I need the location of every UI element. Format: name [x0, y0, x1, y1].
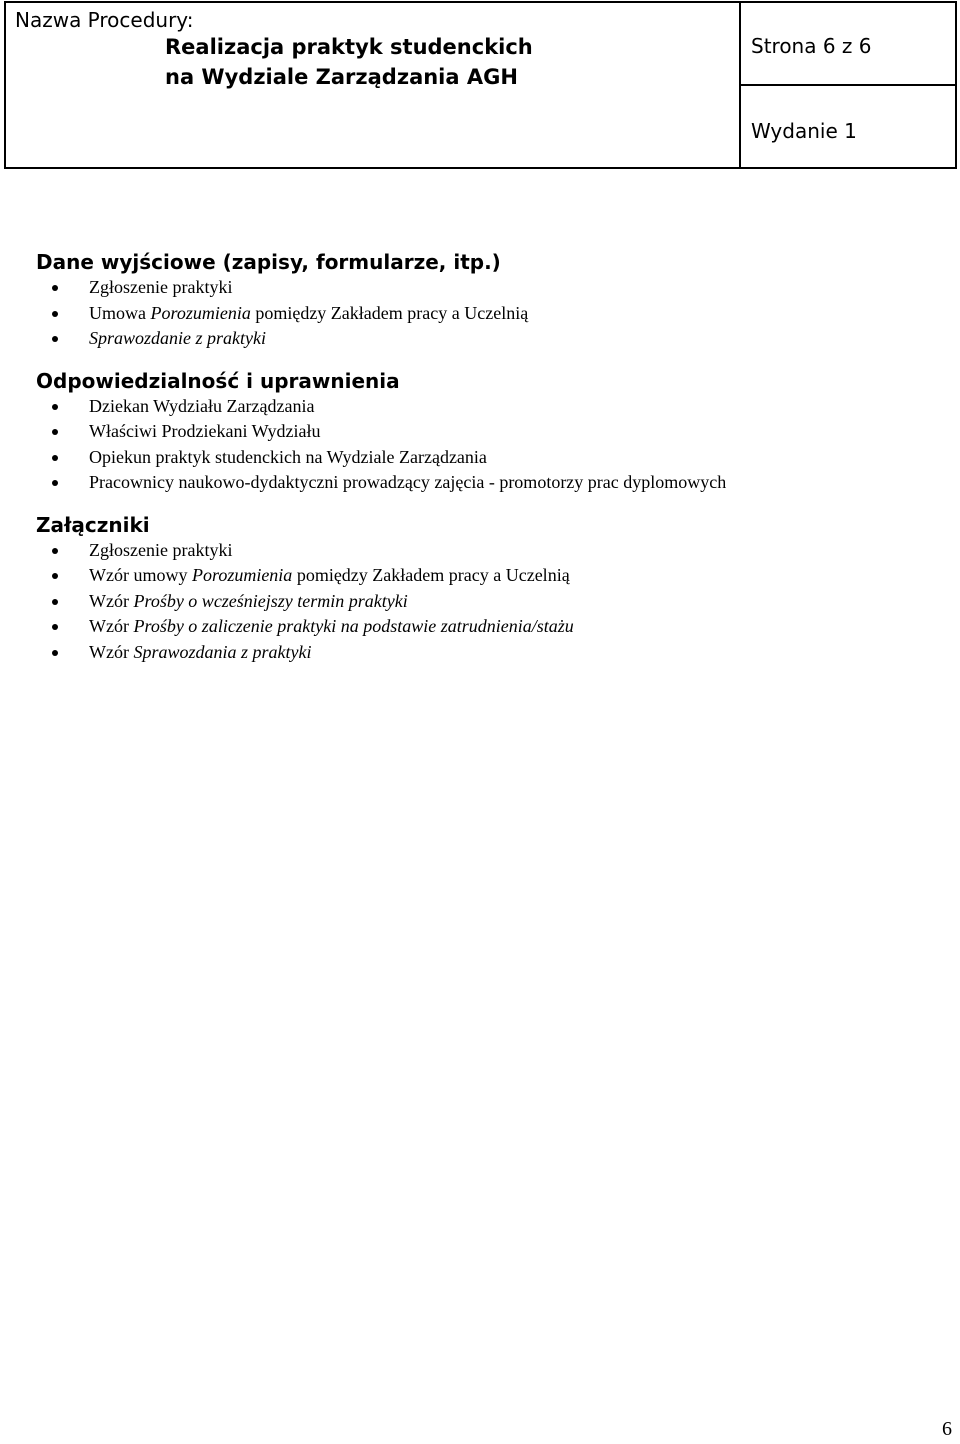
bullet-icon: [52, 480, 58, 486]
list-item: Wzór Sprawozdania z praktyki: [36, 640, 936, 666]
document-header: [4, 1, 957, 169]
list-item: Sprawozdanie z praktyki: [36, 326, 936, 352]
procedure-title-line2: na Wydziale Zarządzania AGH: [165, 65, 518, 89]
bullet-icon: [52, 455, 58, 461]
attachments-heading: Załączniki: [36, 512, 150, 537]
attachments-list: [36, 538, 936, 666]
bullet-icon: [52, 404, 58, 410]
list-item: Wzór Prośby o wcześniejszy termin praktyki: [36, 589, 936, 615]
bullet-icon: [52, 285, 58, 291]
bullet-icon: [52, 599, 58, 605]
list-item: Pracownicy naukowo-dydaktyczni prowadzący zajęcia - promotorzy prac dyplomowych: [36, 470, 936, 496]
responsibilities-list: [36, 394, 936, 496]
document-body: [36, 249, 936, 665]
list-item: Umowa Porozumienia pomiędzy Zakładem pracy a Uczelnią: [36, 301, 936, 327]
bullet-icon: [52, 336, 58, 342]
bullet-icon: [52, 548, 58, 554]
list-item: Opiekun praktyk studenckich na Wydziale Zarządzania: [36, 445, 936, 471]
list-item: Właściwi Prodziekani Wydziału: [36, 419, 936, 445]
page-info: Strona 6 z 6: [741, 3, 955, 86]
page-number: 6: [942, 1418, 952, 1440]
outputs-heading: Dane wyjściowe (zapisy, formularze, itp.): [36, 250, 501, 274]
list-item: Zgłoszenie praktyki: [36, 538, 936, 564]
list-item: Wzór Prośby o zaliczenie praktyki na podstawie zatrudnienia/stażu: [36, 614, 936, 640]
list-item: Wzór umowy Porozumienia pomiędzy Zakładem pracy a Uczelnią: [36, 563, 936, 589]
bullet-icon: [52, 573, 58, 579]
procedure-name-cell: [6, 3, 741, 167]
procedure-title-line1: Realizacja praktyk studenckich: [165, 35, 533, 59]
bullet-icon: [52, 650, 58, 656]
bullet-icon: [52, 311, 58, 317]
list-item: Dziekan Wydziału Zarządzania: [36, 394, 936, 420]
header-meta-cells: [741, 3, 955, 167]
bullet-icon: [52, 429, 58, 435]
procedure-label: Nazwa Procedury:: [15, 8, 194, 32]
bullet-icon: [52, 624, 58, 630]
responsibilities-heading: Odpowiedzialność i uprawnienia: [36, 368, 400, 393]
outputs-list: [36, 275, 936, 352]
edition-info: Wydanie 1: [751, 119, 857, 143]
list-item: Zgłoszenie praktyki: [36, 275, 936, 301]
